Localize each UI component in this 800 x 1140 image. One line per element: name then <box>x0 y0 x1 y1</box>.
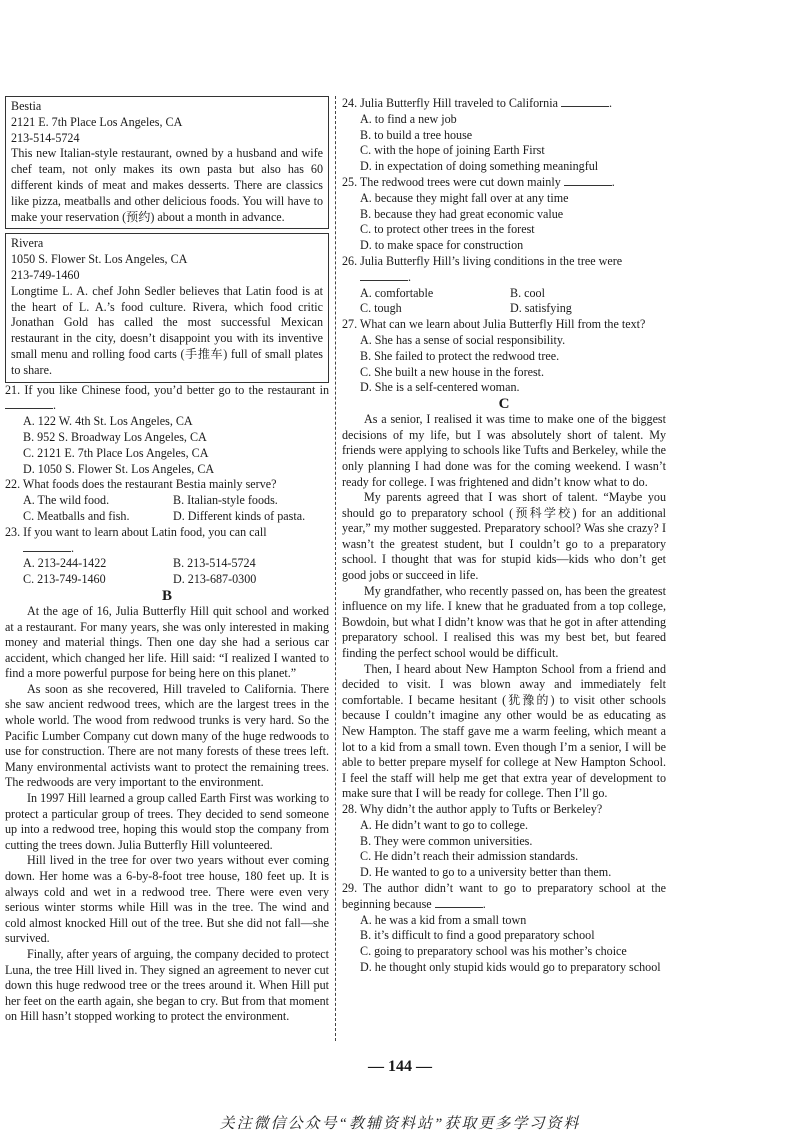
passage-paragraph: Finally, after years of arguing, the company decided to protect Luna, the tree Hill lived in. They signed an agreement to never cut down this huge redwood tree or the trees around it. When Hill put her feet on the earth again, she began to cry. But from that moment on Hill hasn’t stopped working to protect the environment. <box>5 946 329 1024</box>
question-stem: 24. Julia Butterfly Hill traveled to California <box>342 96 558 110</box>
option-d: D. He wanted to go to a university better than them. <box>360 865 612 880</box>
question-23 <box>5 525 329 588</box>
restaurant-description: This new Italian-style restaurant, owned by a husband and wife chef team, not only makes its own pasta but also has 60 different kinds of meat and makes desserts. There are classics like pizza, meatballs and other delicious foods. You will have to make your reservation (预约) about a month in advance. <box>11 146 323 224</box>
question-stem: 23. If you want to learn about Latin food, you can call <box>5 524 267 539</box>
answer-blank <box>564 175 612 186</box>
stem-end: . <box>53 398 57 413</box>
option-b: B. to build a tree house <box>360 127 473 142</box>
option-d: D. satisfying <box>510 301 572 316</box>
passage-paragraph: As a senior, I realised it was time to make one of the biggest decisions of my life, but I was absolutely short of talent. My friends were applying to schools like Tufts and Berkeley, while the only planning I had done was for the coming weekend. I wasn’t ready for college. I was frightened and didn’t know what to do. <box>342 412 666 489</box>
restaurant-description: Longtime L. A. chef John Sedler believes that Latin food is at the heart of L. A.’s food culture. Rivera, which food critic Jonathan Gold has called the most successful Mexican restaurant in the city, doesn’t disappoint you with its inventive small menu and rolling food carts (手推车) full of small plates to share. <box>11 283 323 377</box>
stem-end: . <box>408 269 412 284</box>
option-d: D. he thought only stupid kids would go to preparatory school <box>360 959 661 974</box>
restaurant-phone: 213-514-5724 <box>11 130 80 145</box>
page-number: — 144 — <box>368 1058 432 1075</box>
stem-end: . <box>482 896 486 911</box>
restaurant-address: 1050 S. Flower St. Los Angeles, CA <box>11 252 188 267</box>
restaurant-box-rivera <box>5 233 329 382</box>
option-a: A. comfortable <box>360 285 434 300</box>
question-stem: 27. What can we learn about Julia Butterfly Hill from the text? <box>342 317 646 332</box>
question-26 <box>342 254 666 317</box>
answer-blank <box>23 541 71 552</box>
passage-paragraph: At the age of 16, Julia Butterfly Hill quit school and worked at a restaurant. For many years, she was only interested in making money and material things. Then one day she had a serious car accident, which changed her life. Hill said: “I realized I wanted to find a more powerful purpose for being here on this planet.” <box>5 603 329 681</box>
question-24 <box>342 96 666 175</box>
option-a: A. because they might fall over at any time <box>360 190 569 205</box>
answer-blank <box>360 270 408 281</box>
stem-end: . <box>71 540 75 555</box>
option-a: A. he was a kid from a small town <box>360 912 527 927</box>
restaurant-box-bestia <box>5 96 329 229</box>
option-a: A. to find a new job <box>360 111 457 126</box>
passage-paragraph: My grandfather, who recently passed on, has been the greatest influence on my life. I knew that he graduated from a top college, Bowdoin, but what I didn’t know was that he got in after attending preparatory school. I realised this was my best bet, but feared finding the perfect school would be difficult. <box>342 583 666 661</box>
stem-end: . <box>611 174 615 189</box>
question-28 <box>342 802 666 881</box>
option-a: A. She has a sense of social responsibility. <box>360 332 566 347</box>
answer-blank <box>5 398 53 409</box>
option-b: B. because they had great economic value <box>360 206 564 221</box>
restaurant-address: 2121 E. 7th Place Los Angeles, CA <box>11 114 183 129</box>
answer-blank <box>561 96 609 107</box>
question-27 <box>342 317 666 396</box>
option-d: D. to make space for construction <box>360 238 524 253</box>
option-b: B. it’s difficult to find a good preparatory school <box>360 928 595 943</box>
option-c: C. to protect other trees in the forest <box>360 222 535 237</box>
passage-paragraph: Then, I heard about New Hampton School from a friend and decided to visit. I was blown away and immediately felt comfortable. I became hesitant (犹豫的) to visit other schools because I couldn’t imagine any other would be as educating as New Hampton. The staff gave me a warm feeling, which meant a lot to a kid from a small town. Even though I’m a senior, I will be able to better prepare myself for college at New Hampton School. I feel the staff will help me get that extra year of development to make sure that I will be ready for college. Then I’ll go. <box>342 661 666 801</box>
option-c: C. tough <box>360 301 402 316</box>
option-b: B. Italian-style foods. <box>173 493 278 508</box>
restaurant-phone: 213-749-1460 <box>11 267 80 282</box>
question-21 <box>5 383 329 478</box>
option-c: C. He didn’t reach their admission standards. <box>360 849 579 864</box>
footer-banner: 关注微信公众号“教辅资料站”获取更多学习资料 <box>219 1116 581 1132</box>
passage-paragraph: Hill lived in the tree for over two years without ever coming down. Her home was a 6-by-8-foot tree house, 180 feet up. It is always cold and wet in a redwood tree. There were even very serious winter storms while Hill was in the tree. The wind and cold almost knocked Hill out of the tree. But she did not fall—she survived. <box>5 853 329 946</box>
section-heading-b: B <box>161 587 172 604</box>
option-c: C. She built a new house in the forest. <box>360 364 545 379</box>
question-stem: 22. What foods does the restaurant Bestia mainly serve? <box>5 477 277 492</box>
option-c: C. 2121 E. 7th Place Los Angeles, CA <box>23 445 209 460</box>
option-a: A. The wild food. <box>23 493 110 508</box>
option-d: D. She is a self-centered woman. <box>360 380 520 395</box>
right-column <box>342 96 666 976</box>
option-b: B. 213-514-5724 <box>173 556 256 571</box>
option-d: D. 1050 S. Flower St. Los Angeles, CA <box>23 461 215 476</box>
option-a: A. 213-244-1422 <box>23 556 107 571</box>
passage-paragraph: In 1997 Hill learned a group called Earth First was working to protect a particular group of trees. They decided to send someone up into a redwood tree, hoping this would stop the company from cutting the trees down. Julia Butterfly Hill volunteered. <box>5 791 329 852</box>
option-c: C. Meatballs and fish. <box>23 508 130 523</box>
option-a: A. 122 W. 4th St. Los Angeles, CA <box>23 414 193 429</box>
section-heading-c: C <box>498 396 510 413</box>
restaurant-name: Bestia <box>11 99 42 113</box>
option-b: B. They were common universities. <box>360 833 533 848</box>
column-divider <box>335 96 336 1041</box>
question-stem: 25. The redwood trees were cut down mainly <box>342 174 561 189</box>
question-stem: 21. If you like Chinese food, you’d better go to the restaurant in <box>5 382 329 397</box>
left-column <box>5 96 329 1025</box>
stem-end: . <box>609 96 613 110</box>
question-22 <box>5 477 329 524</box>
answer-blank <box>435 897 483 908</box>
question-stem: 29. The author didn’t want to go to preparatory school at the beginning because <box>342 880 666 911</box>
option-b: B. cool <box>510 285 545 300</box>
option-d: D. Different kinds of pasta. <box>173 508 306 523</box>
option-d: D. in expectation of doing something meaningful <box>360 159 599 174</box>
question-25 <box>342 175 666 254</box>
option-c: C. with the hope of joining Earth First <box>360 143 545 158</box>
question-stem: 28. Why didn’t the author apply to Tufts or Berkeley? <box>342 801 603 816</box>
option-a: A. He didn’t want to go to college. <box>360 817 529 832</box>
question-29 <box>342 881 666 976</box>
option-b: B. 952 S. Broadway Los Angeles, CA <box>23 429 207 444</box>
option-d: D. 213-687-0300 <box>173 572 257 587</box>
passage-paragraph: As soon as she recovered, Hill traveled to California. There she saw ancient redwood trees, which are the largest trees in the whole world. The wood from redwood trunks is very hard. So the Pacific Lumber Company cut down many of the huge redwoods to use for construction. There are not many forests of these trees left. Many environmental activists want to protect the remaining trees. The redwoods are very important to the environment. <box>5 681 329 790</box>
option-c: C. 213-749-1460 <box>23 572 106 587</box>
option-b: B. She failed to protect the redwood tree. <box>360 348 560 363</box>
question-stem: 26. Julia Butterfly Hill’s living conditions in the tree were <box>342 253 623 268</box>
restaurant-name: Rivera <box>11 236 44 251</box>
passage-paragraph: My parents agreed that I was short of talent. “Maybe you should go to preparatory school (预科学校) for an additional year,” my mother suggested. Preparatory school? Was she crazy? I wasn’t the greatest student, but I couldn’t go to a preparatory school. I thought that was for stupid kids—kids who don’t get good jobs or succeed in life. <box>342 490 666 583</box>
option-c: C. going to preparatory school was his mother’s choice <box>360 944 627 959</box>
